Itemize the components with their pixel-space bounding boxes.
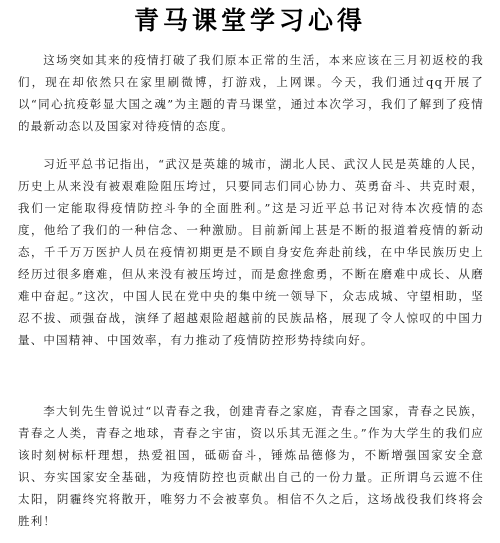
paragraph-3: 李大钊先生曾说过“以青春之我，创建青春之家庭，青春之国家，青春之民族，青春之人类，青春之地球，青春之宇宙，资以乐其无涯之生。”作为大学生的我们应该时刻树标杆理想，热爱祖国，砥砺奋斗，锤炼品德修为，不断增强国家安全意识、夯实国家安全基础，为疫情防控也贡献出自己的一份力量。正所谓乌云遮不住太阳，阴霾终究将散开，唯努力不会被辜负。相信不久之后，这场战役我们终将会胜利！	[18, 404, 484, 528]
paragraph-2: 习近平总书记指出，“武汉是英雄的城市，湖北人民、武汉人民是英雄的人民，历史上从来没有被艰难险阻压垮过，只要同志们同心协力、英勇奋斗、共克时艰，我们一定能取得疫情防控斗争的全面胜利。”这是习近平总书记对待本次疫情的态度，他给了我们的一种信念、一种激励。目前新闻上甚是不断的报道着疫情的新动态，千千万万医护人员在疫情初期更是不顾自身安危奔赴前线，在中华民族历史上经历过很多磨难，但从来没有被压垮过，而是愈挫愈勇，不断在磨难中成长、从磨难中奋起。”这次，中国人民在党中央的集中统一领导下，众志成城、守望相助，坚忍不拔、顽强奋战，演绎了超越艰险超越前的民族品格，展现了令人惊叹的中国力量、中国精神、中国效率，有力推动了疫情防控形势持续向好。	[18, 157, 484, 347]
document-title: 青马课堂学习心得	[133, 6, 366, 35]
paragraph-1: 这场突如其来的疫情打破了我们原本正常的生活，本来应该在三月初返校的我们，现在却依然只在家里刷微博，打游戏，上网课。今天，我们通过qq开展了以“同心抗疫彰显大国之魂”为主题的青马课堂，通过本次学习，我们了解到了疫情的最新动态以及国家对待疫情的态度。	[18, 53, 484, 133]
